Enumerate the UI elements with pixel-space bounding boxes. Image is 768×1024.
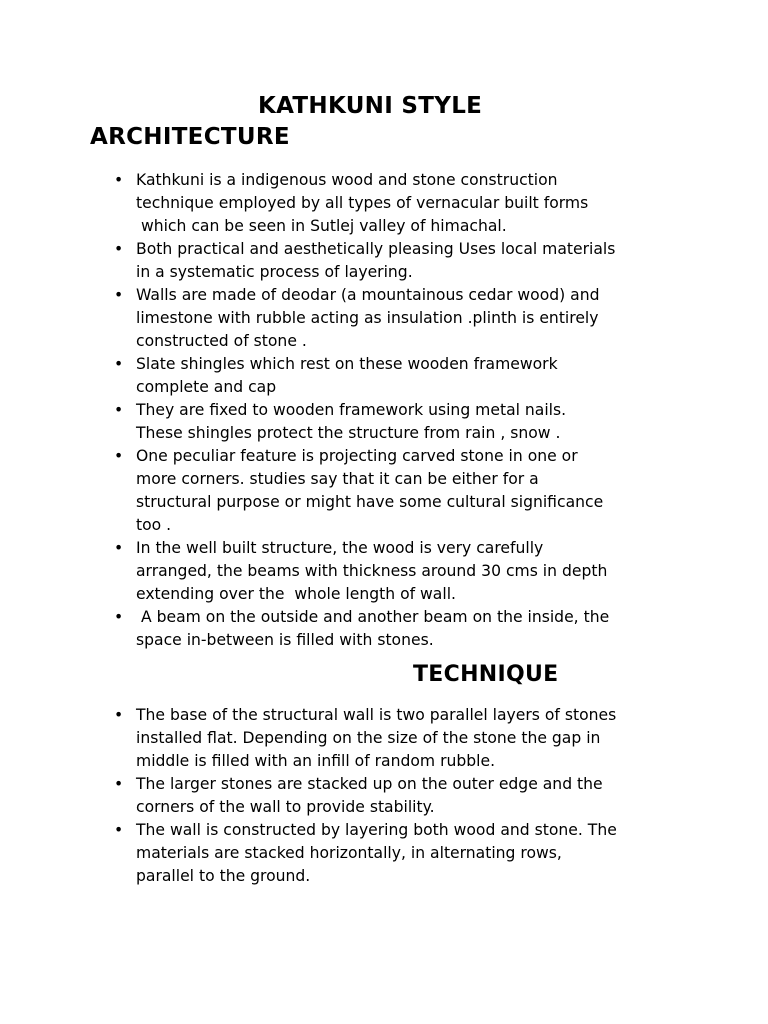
bullet-text-line: in a systematic process of layering. bbox=[136, 263, 413, 281]
list-item bbox=[112, 819, 692, 888]
list-item bbox=[112, 773, 692, 819]
list-item bbox=[112, 238, 692, 284]
section-heading-technique: TECHNIQUE bbox=[413, 662, 559, 687]
bullet-text-line: These shingles protect the structure from rain , snow . bbox=[136, 424, 561, 442]
list-item bbox=[112, 606, 692, 652]
list-item bbox=[112, 353, 692, 399]
bullet-icon: • bbox=[114, 447, 124, 465]
bullet-text-line: Slate shingles which rest on these wooden framework bbox=[136, 355, 558, 373]
bullet-icon: • bbox=[114, 286, 124, 304]
bullet-icon: • bbox=[114, 355, 124, 373]
bullet-text-line: constructed of stone . bbox=[136, 332, 307, 350]
bullet-text-line: more corners. studies say that it can be either for a bbox=[136, 470, 539, 488]
list-item bbox=[112, 169, 692, 238]
bullet-text-line: In the well built structure, the wood is very carefully bbox=[136, 539, 544, 557]
bullet-text-line: which can be seen in Sutlej valley of himachal. bbox=[136, 217, 507, 235]
bullet-icon: • bbox=[114, 706, 124, 724]
bullet-icon: • bbox=[114, 821, 124, 839]
bullet-icon: • bbox=[114, 608, 124, 626]
bullet-text-line: space in-between is filled with stones. bbox=[136, 631, 434, 649]
bullet-text-line: A beam on the outside and another beam on the inside, the bbox=[136, 608, 610, 626]
bullet-icon: • bbox=[114, 240, 124, 258]
bullet-text-line: arranged, the beams with thickness around 30 cms in depth bbox=[136, 562, 608, 580]
bullet-icon: • bbox=[114, 171, 124, 189]
bullet-text-line: technique employed by all types of vernacular built forms bbox=[136, 194, 589, 212]
bullet-text-line: installed flat. Depending on the size of the stone the gap in bbox=[136, 729, 601, 747]
document-title-line-1: KATHKUNI STYLE bbox=[258, 93, 483, 119]
bullet-text-line: parallel to the ground. bbox=[136, 867, 311, 885]
bullet-text-line: Both practical and aesthetically pleasing Uses local materials bbox=[136, 240, 616, 258]
bullet-icon: • bbox=[114, 401, 124, 419]
list-item bbox=[112, 399, 692, 445]
list-item bbox=[112, 445, 692, 537]
bullet-text-line: middle is filled with an infill of random rubble. bbox=[136, 752, 496, 770]
bullet-text-line: They are fixed to wooden framework using metal nails. bbox=[136, 401, 567, 419]
list-item bbox=[112, 284, 692, 353]
bullet-text-line: One peculiar feature is projecting carved stone in one or bbox=[136, 447, 578, 465]
bullet-text-line: extending over the whole length of wall. bbox=[136, 585, 456, 603]
technique-bullet-list bbox=[112, 704, 692, 888]
document-title-line-2: ARCHITECTURE bbox=[90, 124, 290, 150]
bullet-text-line: too . bbox=[136, 516, 172, 534]
bullet-icon: • bbox=[114, 775, 124, 793]
bullet-text-line: Walls are made of deodar (a mountainous cedar wood) and bbox=[136, 286, 600, 304]
bullet-text-line: Kathkuni is a indigenous wood and stone construction bbox=[136, 171, 558, 189]
bullet-text-line: corners of the wall to provide stability. bbox=[136, 798, 435, 816]
bullet-text-line: complete and cap bbox=[136, 378, 277, 396]
architecture-bullet-list bbox=[112, 169, 692, 652]
bullet-text-line: The base of the structural wall is two parallel layers of stones bbox=[136, 706, 617, 724]
bullet-icon: • bbox=[114, 539, 124, 557]
bullet-text-line: The larger stones are stacked up on the outer edge and the bbox=[136, 775, 603, 793]
bullet-text-line: The wall is constructed by layering both wood and stone. The bbox=[136, 821, 617, 839]
bullet-text-line: limestone with rubble acting as insulation .plinth is entirely bbox=[136, 309, 599, 327]
bullet-text-line: structural purpose or might have some cultural significance bbox=[136, 493, 604, 511]
bullet-text-line: materials are stacked horizontally, in alternating rows, bbox=[136, 844, 562, 862]
list-item bbox=[112, 537, 692, 606]
list-item bbox=[112, 704, 692, 773]
